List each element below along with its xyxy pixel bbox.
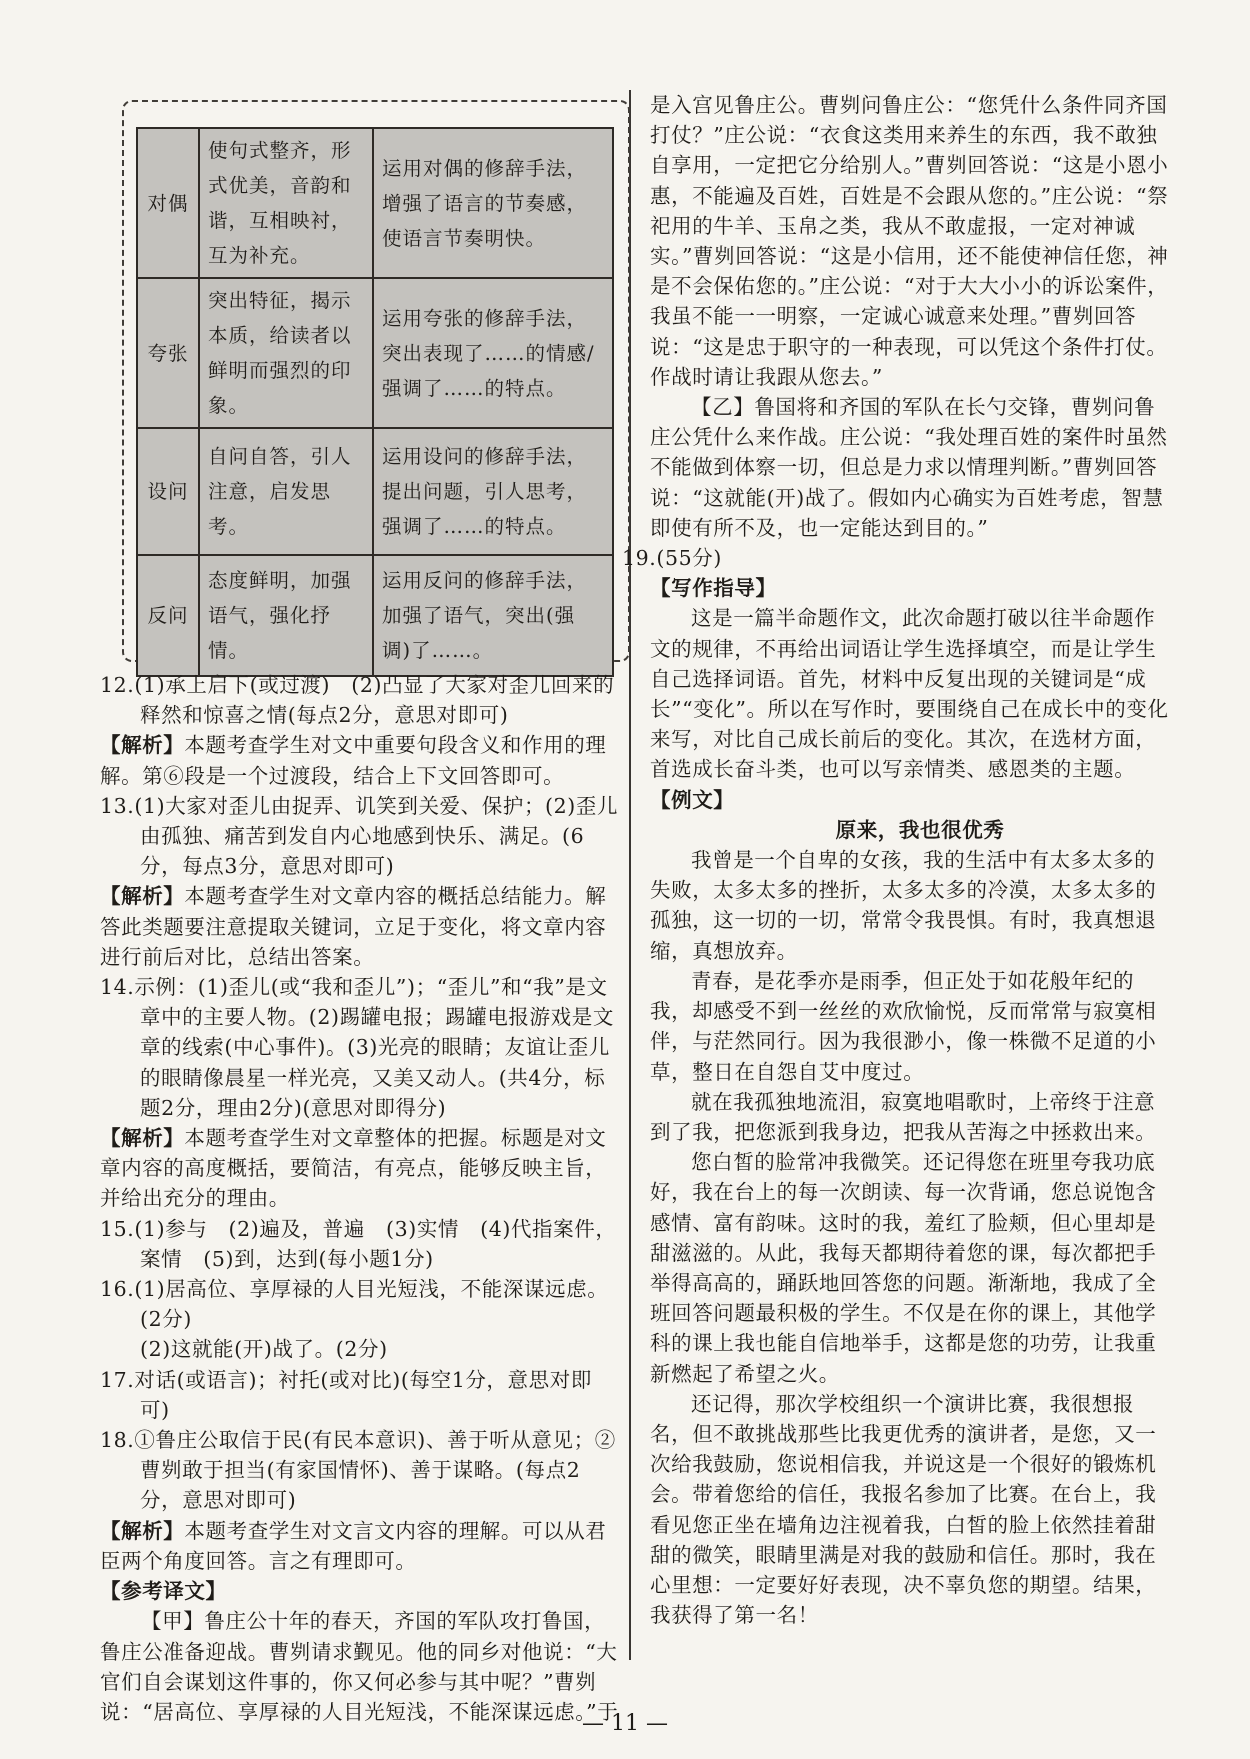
q15-answer: 15.(1)参与 (2)遍及，普遍 (3)实情 (4)代指案件，案情 (5)到，达到(每小题1分) [100, 1216, 617, 1271]
essay-title: 原来，我也很优秀 [835, 817, 1005, 842]
table-row [137, 278, 613, 428]
table-row [137, 128, 613, 278]
essay-paragraph: 还记得，那次学校组织一个演讲比赛，我很想报名，但不敢挑战那些比我更优秀的演讲者，是您，又一次给我鼓励，您说相信我，并说这是一个很好的锻炼机会。带着您给的信任，我报名参加了比赛。在台上，我看见您正坐在墙角边注视着我，白皙的脸上依然挂着甜甜的微笑，眼睛里满是对我的鼓励和信任。那时，我在心里想：一定要好好表现，决不辜负您的期望。结果，我获得了第一名！ [650, 1391, 1157, 1628]
device-effect: 自问自答，引人注意，启发思考。 [199, 428, 373, 555]
q19-score: 19.(55分) [622, 546, 722, 571]
q16-answer-2: (2)这就能(开)战了。(2分) [140, 1337, 388, 1362]
q12-answer: 12.(1)承上启下(或过渡) (2)凸显了大家对歪儿回来的释然和惊喜之情(每点2分，意思对即可) [100, 673, 615, 728]
q18-analysis: 本题考查学生对文言文内容的理解。可以从君臣两个角度回答。言之有理即可。 [100, 1518, 607, 1573]
device-answer-template: 运用设问的修辞手法，提出问题，引人思考，强调了……的特点。 [373, 428, 613, 555]
translation-jia-right: 是入宫见鲁庄公。曹刿问鲁庄公：“您凭什么条件同齐国打仗？”庄公说：“衣食这类用来养生的东西，我不敢独自享用，一定把它分给别人。”曹刿回答说：“这是小恩小惠，不能遍及百姓，百姓是不会跟从您的。”庄公说：“祭祀用的牛羊、玉帛之类，我从不敢虚报，一定对神诚实。”曹刿回答说：“这是小信用，还不能使神信任您，神是不会保佑您的。”庄公说：“对于大大小小的诉讼案件，我虽不能一一明察，一定诚心诚意来处理。”曹刿回答说：“这是忠于职守的一种表现，可以凭这个条件打仗。作战时请让我跟从您去。” [650, 93, 1169, 389]
q13-analysis: 本题考查学生对文章内容的概括总结能力。解答此类题要注意提取关键词，立足于变化，将文章内容进行前后对比，总结出答案。 [100, 884, 607, 969]
writing-guide-tag: 【写作指导】 [650, 576, 777, 601]
q18-answer: 18.①鲁庄公取信于民(有民本意识)、善于听从意见；②曹刿敢于担当(有家国情怀)、善于谋略。(每点2分，意思对即可) [100, 1428, 616, 1513]
example-tag: 【例文】 [650, 787, 735, 812]
essay-paragraph: 青春，是花季亦是雨季，但正处于如花般年纪的我，却感受不到一丝丝的欢欣愉悦，反而常常与寂寞相伴，与茫然同行。因为我很渺小，像一株微不足道的小草，整日在自怨自艾中度过。 [650, 968, 1157, 1084]
device-name: 对偶 [137, 128, 199, 278]
device-answer-template: 运用对偶的修辞手法，增强了语言的节奏感，使语言节奏明快。 [373, 128, 613, 278]
q14-answer: 14.示例：(1)歪儿(或“我和歪儿”)；“歪儿”和“我”是文章中的主要人物。(2)踢罐电报；踢罐电报游戏是文章的线索(中心事件)。(3)光亮的眼睛；友谊让歪儿的眼睛像晨星一样光亮，又美又动人。(共4分，标题2分，理由2分)(意思对即得分) [100, 975, 614, 1120]
writing-guide: 这是一篇半命题作文，此次命题打破以往半命题作文的规律，不再给出词语让学生选择填空，而是让学生自己选择词语。首先，材料中反复出现的关键词是“成长”“变化”。所以在写作时，要围绕自己在成长中的变化来写，对比自己成长前后的变化。其次，在选材方面，首选成长奋斗类，也可以写亲情类、感恩类的主题。 [650, 606, 1169, 782]
essay-paragraph: 就在我孤独地流泪，寂寞地唱歌时，上帝终于注意到了我，把您派到我身边，把我从苦海之中拯救出来。 [650, 1089, 1157, 1144]
translation-jia-left: 鲁庄公十年的春天，齐国的军队攻打鲁国，鲁庄公准备迎战。曹刿请求觐见。他的同乡对他说：“大官们自会谋划这件事的，你又何必参与其中呢？”曹刿说：“居高位、享厚禄的人目光短浅，不能深谋远虑。”于 [100, 1609, 619, 1724]
device-name: 夸张 [137, 278, 199, 428]
page-number: — 11 — [582, 1711, 668, 1736]
table-row [137, 555, 613, 676]
essay-paragraph: 我曾是一个自卑的女孩，我的生活中有太多太多的失败，太多太多的挫折，太多太多的冷漠，太多太多的孤独，这一切的一切，常常令我畏惧。有时，我真想退缩，真想放弃。 [650, 848, 1157, 963]
device-answer-template: 运用夸张的修辞手法，突出表现了……的情感/强调了……的特点。 [373, 278, 613, 428]
analysis-tag: 【解析】 [100, 1518, 185, 1543]
rhetoric-table [136, 127, 614, 677]
table-row [137, 428, 613, 555]
q17-answer: 17.对话(或语言)；衬托(或对比)(每空1分，意思对即可) [100, 1367, 592, 1422]
analysis-tag: 【解析】 [100, 1126, 185, 1151]
translation-yi: 鲁国将和齐国的军队在长勺交锋，曹刿问鲁庄公凭什么来作战。庄公说：“我处理百姓的案件时虽然不能做到体察一切，但总是力求以情理判断。”曹刿回答说：“这就能(开)战了。假如内心确实为百姓考虑，智慧即使有所不及，也一定能达到目的。” [650, 395, 1168, 540]
analysis-tag: 【解析】 [100, 884, 185, 909]
device-name: 设问 [137, 428, 199, 555]
q13-answer: 13.(1)大家对歪儿由捉弄、讥笑到关爱、保护；(2)歪儿由孤独、痛苦到发自内心地感到快乐、满足。(6分，每点3分，意思对即可) [100, 793, 619, 879]
device-name: 反问 [137, 555, 199, 676]
q12-analysis: 本题考查学生对文中重要句段含义和作用的理解。第⑥段是一个过渡段，结合上下文回答即可。 [100, 733, 607, 788]
analysis-tag: 【解析】 [100, 733, 185, 758]
q14-analysis: 本题考查学生对文章整体的把握。标题是对文章内容的高度概括，要简洁，有亮点，能够反映主旨，并给出充分的理由。 [100, 1126, 607, 1211]
jia-tag: 【甲】 [141, 1609, 205, 1634]
device-effect: 态度鲜明，加强语气，强化抒情。 [199, 555, 373, 676]
device-effect: 突出特征，揭示本质，给读者以鲜明而强烈的印象。 [199, 278, 373, 428]
essay-paragraph: 您白皙的脸常冲我微笑。还记得您在班里夸我功底好，我在台上的每一次朗读、每一次背诵，您总说饱含感情、富有韵味。这时的我，羞红了脸颊，但心里却是甜滋滋的。从此，我每天都期待着您的课，每次都把手举得高高的，踊跃地回答您的问题。渐渐地，我成了全班回答问题最积极的学生。不仅是在你的课上，其他学科的课上我也能自信地举手，这都是您的功劳，让我重新燃起了希望之火。 [650, 1150, 1157, 1386]
q16-answer-1: 16.(1)居高位、享厚禄的人目光短浅，不能深谋远虑。(2分) [100, 1277, 609, 1332]
answers-left [100, 670, 620, 1727]
yi-tag: 【乙】 [691, 395, 755, 420]
translation-heading: 【参考译文】 [100, 1579, 227, 1604]
device-effect: 使句式整齐，形式优美，音韵和谐，互相映衬，互为补充。 [199, 128, 373, 278]
device-answer-template: 运用反问的修辞手法，加强了语气，突出(强调)了……。 [373, 555, 613, 676]
answers-right [622, 90, 1170, 1630]
